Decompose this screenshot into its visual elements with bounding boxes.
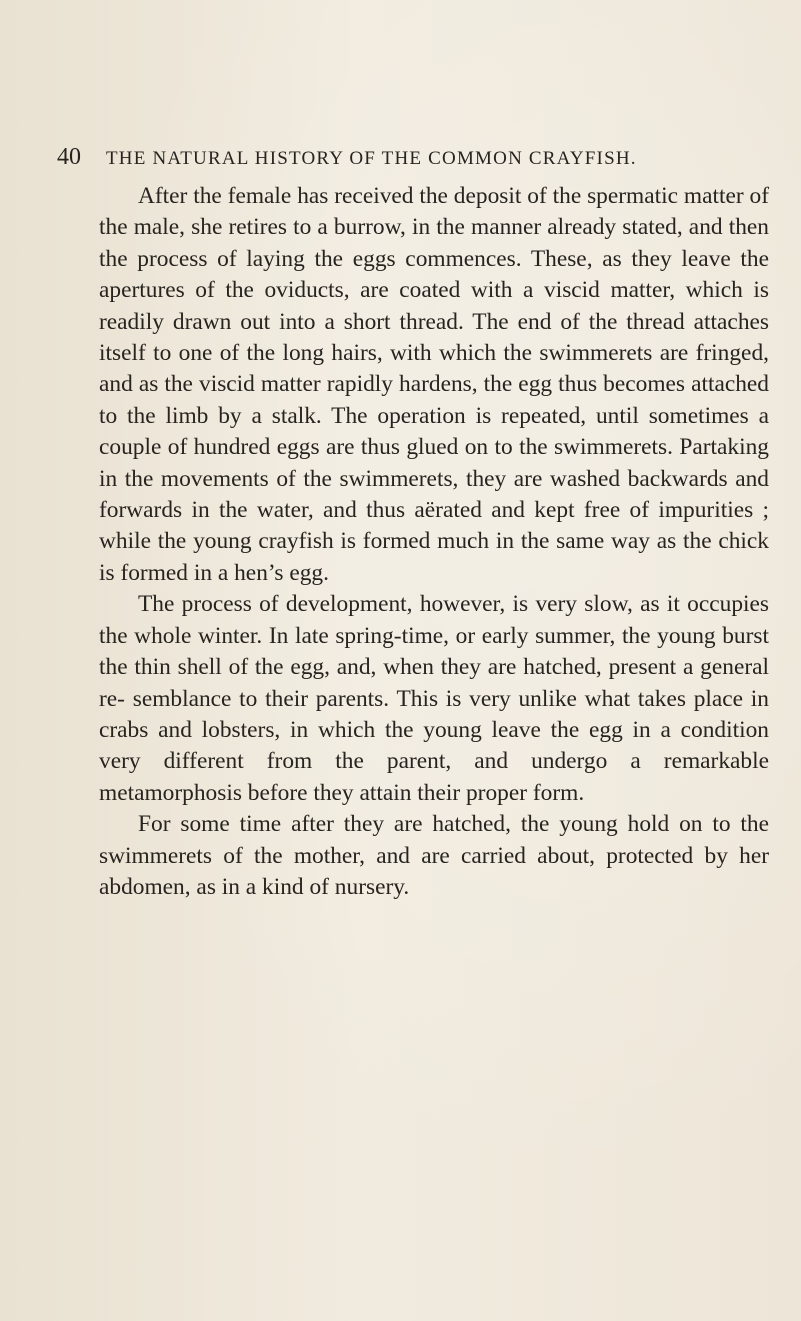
paragraph: The process of development, however, is very slow, as it occupies the whole winter. In late spring-time, or early summer, the young burst the thin shell of the egg, and, when they are hatched, present a general re- semblance to their parents. This is very unlike what takes place in crabs and lobsters, in which the young leave the egg in a condition very different from the parent, and undergo a remarkable metamorphosis before they attain their proper form. bbox=[99, 591, 769, 806]
running-title: THE NATURAL HISTORY OF THE COMMON CRAYFISH. bbox=[106, 148, 637, 169]
body-text bbox=[99, 181, 769, 903]
page-header bbox=[57, 144, 757, 176]
paragraph: After the female has received the deposit of the spermatic matter of the male, she retires to a burrow, in the manner already stated, and then the process of laying the eggs commences. These, as they leave the apertures of the oviducts, are coated with a viscid matter, which is readily drawn out into a short thread. The end of the thread attaches itself to one of the long hairs, with which the swimmerets are fringed, and as the viscid matter rapidly hardens, the egg thus becomes attached to the limb by a stalk. The operation is repeated, until sometimes a couple of hundred eggs are thus glued on to the swimmerets. Partaking in the movements of the swimmerets, they are washed backwards and forwards in the water, and thus aërated and kept free of impurities ; while the young crayfish is formed much in the same way as the chick is formed in a hen’s egg. bbox=[99, 183, 769, 586]
page-number: 40 bbox=[57, 144, 81, 170]
paragraph: For some time after they are hatched, the young hold on to the swimmerets of the mother, and are carried about, protected by her abdomen, as in a kind of nursery. bbox=[99, 811, 769, 900]
